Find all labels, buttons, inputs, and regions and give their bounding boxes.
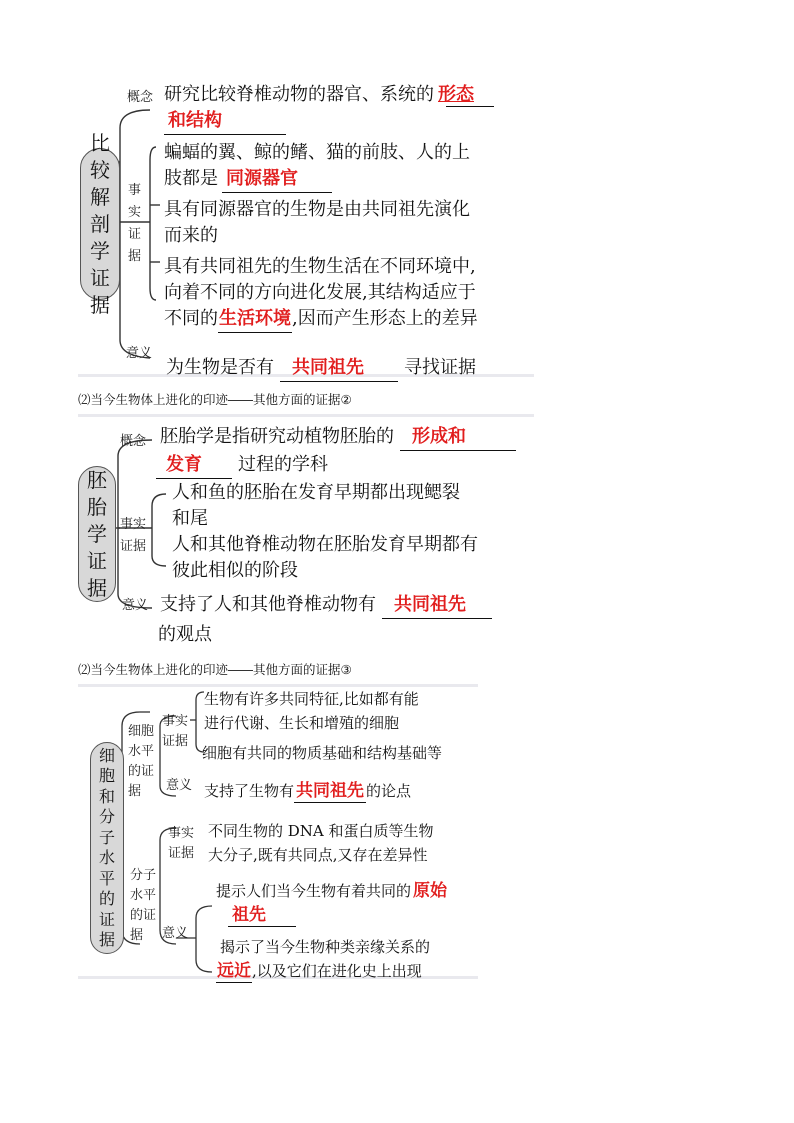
concept-label: 概念 xyxy=(127,90,154,105)
fact-label-char: 据 xyxy=(128,249,142,264)
cell-level-label xyxy=(128,722,154,802)
meaning-label: 意义 xyxy=(122,598,149,613)
fact1-line1: 蝙蝠的翼、鲸的鳍、猫的前肢、人的上 xyxy=(164,142,470,163)
mol-meaning2-line2 xyxy=(216,960,422,983)
title-char: 细 xyxy=(98,745,115,765)
title-char: 的 xyxy=(98,889,115,908)
cell-fact1-line2: 进行代谢、生长和增殖的细胞 xyxy=(204,714,400,732)
mol-label-line: 分子 xyxy=(130,868,157,883)
section3-divider xyxy=(78,684,478,687)
fact2-line1: 具有同源器官的生物是由共同祖先演化 xyxy=(164,199,470,220)
title-char: 据 xyxy=(87,575,107,600)
title-char: 证 xyxy=(98,909,115,929)
mol-fact-label-line: 事实 xyxy=(168,826,195,841)
fact-label-char: 实 xyxy=(128,205,142,220)
title-char: 据 xyxy=(90,292,110,317)
concept-text: 研究比较脊椎动物的器官、系统的 xyxy=(164,84,434,105)
title-char: 分 xyxy=(98,807,115,826)
mol-meaning-text: ,以及它们在进化史上出现 xyxy=(252,962,422,980)
concept-text: 过程的学科 xyxy=(238,454,328,475)
cell-fact1-line1: 生物有许多共同特征,比如都有能 xyxy=(204,690,419,708)
cell-label-line: 水平 xyxy=(128,744,155,759)
title-char: 胚 xyxy=(87,467,107,492)
mol-meaning1-line2 xyxy=(228,904,296,927)
meaning-line-2: 的观点 xyxy=(158,624,212,645)
caption-evidence-2: ⑵当今生物体上进化的印迹——其他方面的证据② xyxy=(78,393,352,407)
fact1-line1: 人和鱼的胚胎在发育早期都出现鳃裂 xyxy=(172,482,460,503)
fact-label-char: 证 xyxy=(128,227,142,242)
cell-meaning-line xyxy=(204,780,411,803)
title-char: 证 xyxy=(90,265,110,290)
fact1-text: 肢都是 xyxy=(164,168,218,189)
section3-title-pill xyxy=(90,742,124,954)
cell-meaning-text: 的论点 xyxy=(366,782,412,800)
fact2-line2: 彼此相似的阶段 xyxy=(172,560,298,581)
mol-fact-label xyxy=(168,824,194,864)
title-char: 学 xyxy=(90,238,110,263)
answer-homologous-organs: 同源器官 xyxy=(222,166,332,193)
cell-fact-label xyxy=(162,712,188,752)
title-char: 胎 xyxy=(87,494,107,519)
cell-meaning-label: 意义 xyxy=(166,778,193,793)
cell-fact-label-line: 事实 xyxy=(162,714,189,729)
mol-meaning-text: 提示人们当今生物有着共同的 xyxy=(216,882,412,900)
fact3-line1: 具有共同祖先的生物生活在不同环境中, xyxy=(164,256,476,277)
mol-meaning2-line1: 揭示了当今生物种类亲缘关系的 xyxy=(220,938,431,956)
caption-evidence-3: ⑵当今生物体上进化的印迹——其他方面的证据③ xyxy=(78,663,352,677)
cell-fact2: 细胞有共同的物质基础和结构基础等 xyxy=(202,744,443,762)
title-char: 比 xyxy=(90,130,110,155)
answer-near-far: 远近 xyxy=(217,961,251,981)
fact3-line2: 向着不同的方向进化发展,其结构适应于 xyxy=(164,282,476,303)
title-char: 据 xyxy=(98,930,115,949)
concept-text: 胚胎学是指研究动植物胚胎的 xyxy=(160,426,394,447)
answer-structure: 和结构 xyxy=(164,108,286,135)
title-char: 剖 xyxy=(90,211,110,236)
mol-label-line: 据 xyxy=(130,928,144,943)
answer-common-ancestor: 共同祖先 xyxy=(296,781,365,801)
molecular-level-label xyxy=(130,866,156,946)
fact-label-line: 事实 xyxy=(120,517,147,532)
title-char: 水 xyxy=(98,848,115,867)
title-char: 解 xyxy=(90,184,110,209)
cell-meaning-text: 支持了生物有 xyxy=(204,782,295,800)
cell-label-line: 的证 xyxy=(128,764,155,779)
answer-living-environment: 生活环境 xyxy=(218,306,292,333)
title-char: 较 xyxy=(90,157,110,182)
meaning-text: 支持了人和其他脊椎动物有 xyxy=(160,594,376,615)
cell-fact-label-line: 证据 xyxy=(162,734,189,749)
fact2-line1: 人和其他脊椎动物在胚胎发育早期都有 xyxy=(172,534,478,555)
title-char: 胞 xyxy=(98,766,115,785)
answer-primitive: 原始 xyxy=(413,881,448,901)
fact-label-char: 事 xyxy=(128,183,142,198)
fact3-text: 不同的 xyxy=(164,308,218,329)
answer-ancestor: 祖先 xyxy=(228,904,296,927)
mol-meaning1-line1 xyxy=(216,880,449,902)
title-char: 和 xyxy=(98,786,115,806)
cell-label-line: 细胞 xyxy=(128,724,155,739)
mol-fact-line2: 大分子,既有共同点,又存在差异性 xyxy=(208,846,428,864)
meaning-label: 意义 xyxy=(126,346,153,361)
title-char: 学 xyxy=(87,521,107,546)
meaning-text: 寻找证据 xyxy=(404,357,476,378)
answer-formation: 形成和 xyxy=(400,424,516,451)
title-char: 子 xyxy=(98,827,115,847)
mol-meaning-label: 意义 xyxy=(162,926,189,941)
meaning-text: 为生物是否有 xyxy=(166,357,274,378)
fact2-line2: 而来的 xyxy=(164,225,218,246)
answer-development: 发育 xyxy=(156,452,232,479)
mol-label-line: 的证 xyxy=(130,908,157,923)
fact1-line2: 和尾 xyxy=(172,508,208,529)
concept-label: 概念 xyxy=(120,434,147,449)
fact3-text: ,因而产生形态上的差异 xyxy=(292,308,478,329)
answer-form: 形态 xyxy=(438,84,474,105)
mol-fact-label-line: 证据 xyxy=(168,846,195,861)
mol-fact-line1: 不同生物的 DNA 和蛋白质等生物 xyxy=(208,822,434,840)
answer-common-ancestor: 共同祖先 xyxy=(280,355,398,382)
mol-label-line: 水平 xyxy=(130,888,157,903)
cell-label-line: 据 xyxy=(128,784,142,799)
answer-common-ancestor: 共同祖先 xyxy=(382,592,492,619)
title-char: 平 xyxy=(98,868,115,888)
fact-label-line: 证据 xyxy=(120,539,147,554)
title-char: 证 xyxy=(87,548,107,573)
